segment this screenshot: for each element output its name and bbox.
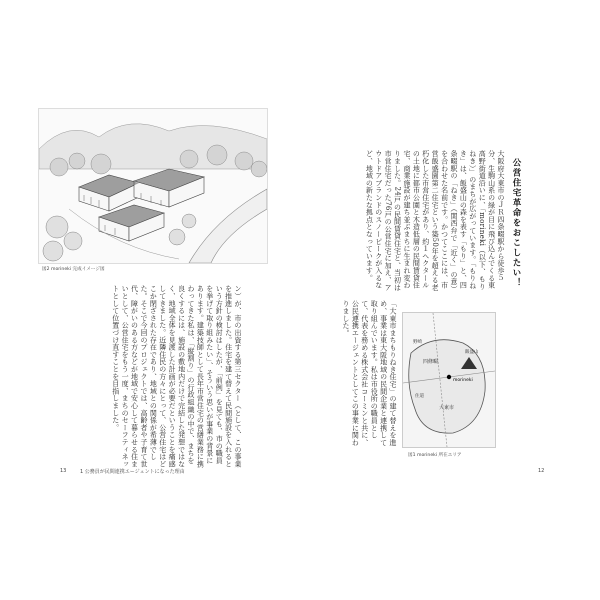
running-title: 1 公務員が民間連携エージェントになった理由 — [80, 469, 185, 475]
figure-2-caption: 図2 morineki 完成イメージ図 — [42, 267, 105, 272]
chapter-heading: 公営住宅革命をおこしたい！ — [511, 158, 521, 288]
page-number-right: 12 — [538, 468, 545, 474]
page-number-left: 13 — [60, 468, 67, 474]
map-label-morineki: morineki — [453, 378, 473, 383]
map-label-daito: 大東市 — [439, 405, 455, 411]
area-map-graphic — [403, 313, 495, 447]
figure-1-caption: 図1 morineki 所在エリア — [408, 453, 462, 458]
right-body-text-top: 大阪府大東市のＪＲ四条畷駅から徒歩５分、生駒山系の緑が目に飛び込んでくる東高野街道沿いに、「morineki（以下、もりねき）」のまちが広がっています。「もりねき」は、飯盛山の森を表す「もり」と、四条畷駅の「ねき」（関西弁で「近く」の意）を合わせた名前です。かつてここには、市営飯盛園第二住宅という築50年を超える老朽化した市営住宅があり、約１ヘクタールの土地に都市公園と木造低層の民間賃貸住宅、商業施設が建ち並ぶまちに生まれ変わりました。24戸の民間賃貸住宅と、当初は市営住宅だった76戸の公営住宅に加え、アウトドアブランドのスノーピークが入るなど、地域の新たな拠点となっています。 — [365, 150, 505, 293]
completed-image-illustration — [38, 108, 268, 264]
townscape-sketch — [39, 109, 267, 263]
map-label-nozaki: 野崎 — [413, 340, 422, 345]
map-label-iimoriyama: 飯盛山 — [465, 350, 479, 355]
location-map — [402, 312, 496, 448]
map-label-shijonawate: 四條畷 — [423, 359, 439, 365]
right-body-text-bottom: 「大東市まちもりねき住宅」の建て替えを進め、事業は東大阪地域の民間企業と連携して取り組んでいます。私は市役所の職員として、代表を務める株式会社コーミンと共に、公民連携エージェントとしてこの事業に関わりました。 — [341, 300, 397, 446]
left-body-text: ン）が、市の出資する第三セクター（として、この事業を推進しました。住宅を建て替えて民間施設を入れるという方針の検討はしたが、「前例」を見ても、市の職員を挙げて取り組みたい」、そういう思いが事業の背景にあります。建築技師として長年市営住宅の営繕業務に携わってきた私は、「縦割り」の行政組織の中で、まちを良くするには、施設の敷地内だけで完結した発想ではなく、地域全体を見渡した計画が必要だということを痛感してきました。近隣住民の方々にとって、公営住宅はどこか閉ざされた存在であり、地域との関係が希薄でした。そこで今回のプロジェクトでは、高齢者や子育て世代、障がいのある方などが地域で安心して暮らせる住まいとして、公営住宅をもう一度、まちのセーフティネットとして位置づけ直すことを目指しました。 — [111, 285, 242, 468]
map-label-suminodo: 住道 — [415, 394, 424, 399]
